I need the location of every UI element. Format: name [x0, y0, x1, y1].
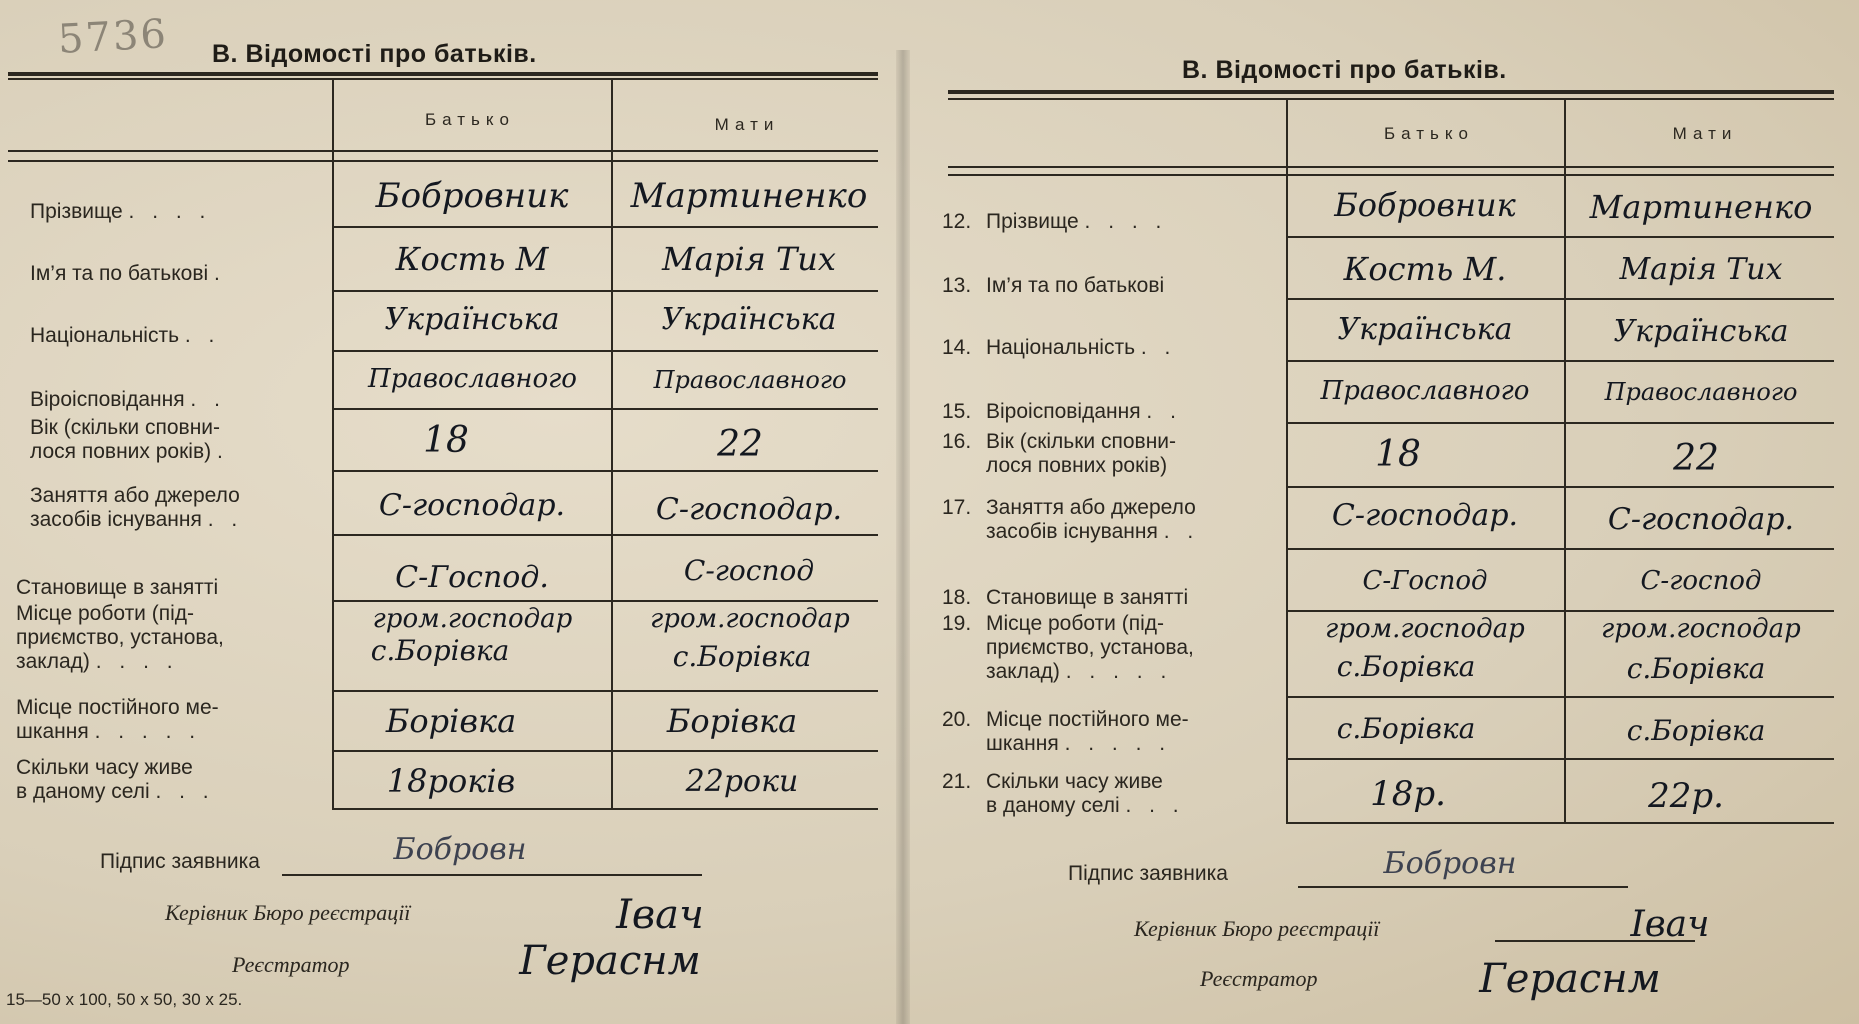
left-row-rule	[332, 690, 878, 692]
left-head-signature: Івач	[616, 892, 704, 938]
left-header-rule	[8, 72, 878, 76]
left-mother-nationality: Українська	[661, 302, 837, 337]
left-father-age: 18	[423, 420, 469, 461]
right-mother-position: С-господ	[1640, 566, 1762, 596]
left-mother-occupation: С-господар.	[655, 492, 843, 527]
right-father-name: Кость М.	[1343, 250, 1507, 288]
left-applicant-signature: Бобровн	[393, 832, 527, 867]
left-colhead-rule	[8, 150, 878, 152]
left-mother-position: С-господ	[683, 554, 815, 587]
left-registrar-label: Реєстратор	[232, 952, 350, 977]
left-colhead-rule-2	[8, 160, 878, 162]
right-father-position: С-Господ	[1362, 566, 1488, 596]
left-label-religion: Віроісповідання . .	[30, 388, 226, 411]
left-father-workplace-1: гром.господар	[372, 604, 573, 634]
right-row-rule	[1286, 696, 1834, 698]
right-label-nationality: 14. Національність . .	[942, 336, 1177, 359]
right-col-mother: Мати	[1672, 124, 1738, 143]
left-father-religion: Православного	[368, 364, 577, 394]
left-father-surname: Бобровник	[375, 176, 569, 216]
right-mother-religion: Православного	[1604, 378, 1798, 406]
left-label-nationality: Національність . .	[30, 324, 221, 347]
left-label-name: Ім’я та по батькові .	[30, 262, 220, 285]
right-mother-workplace-1: гром.господар	[1601, 614, 1801, 644]
right-father-duration: 18р.	[1370, 774, 1446, 814]
right-applicant-label: Підпис заявника	[1068, 862, 1228, 885]
left-father-name: Кость М	[395, 240, 549, 278]
right-label-duration: 21. Скільки часу живе в даному селі . . .	[942, 770, 1185, 817]
left-mother-workplace-1: гром.господар	[650, 604, 850, 634]
left-label-duration: Скільки часу живе в даному селі . . .	[16, 756, 215, 803]
left-applicant-line	[282, 874, 702, 876]
left-col-mother: Мати	[714, 115, 780, 134]
left-applicant-label: Підпис заявника	[100, 850, 260, 873]
left-row-rule	[332, 808, 878, 810]
left-label-occupation: Заняття або джерело засобів існування . .	[30, 484, 244, 531]
right-label-residence: 20. Місце постійного ме- шкання . . . . .	[942, 708, 1189, 755]
left-section-title: В. Відомості про батьків.	[212, 40, 537, 68]
right-father-age: 18	[1375, 434, 1421, 475]
left-mother-duration: 22роки	[685, 764, 799, 799]
left-father-nationality: Українська	[384, 302, 560, 337]
right-row-rule	[1286, 610, 1834, 612]
left-row-rule	[332, 350, 878, 352]
right-label-occupation: 17. Заняття або джерело засобів існування . .	[942, 496, 1200, 543]
left-mother-residence: Борівка	[666, 702, 798, 740]
left-father-workplace-2: с.Борівка	[370, 634, 510, 667]
right-row-rule	[1286, 298, 1834, 300]
right-row-rule	[1286, 360, 1834, 362]
right-row-rule	[1286, 236, 1834, 238]
right-father-workplace-1: гром.господар	[1325, 614, 1525, 644]
left-label-position: Становище в занятті	[16, 576, 219, 599]
right-father-occupation: С-господар.	[1331, 498, 1519, 533]
right-row-rule	[1286, 758, 1834, 760]
right-label-name: 13. Ім’я та по батькові	[942, 274, 1165, 297]
right-row-rule	[1286, 822, 1834, 824]
left-row-rule	[332, 408, 878, 410]
left-label-residence: Місце постійного ме- шкання . . . . .	[16, 696, 219, 743]
left-header-rule-2	[8, 78, 878, 80]
left-registrar-signature: Гераснм	[519, 938, 701, 984]
left-mother-age: 22	[717, 424, 763, 465]
right-header-rule-2	[948, 98, 1834, 100]
right-registrar-label: Реєстратор	[1200, 966, 1318, 991]
left-mother-name: Марія Тих	[662, 240, 836, 278]
left-divider-2	[611, 80, 613, 810]
printer-mark: 15—50 x 100, 50 x 50, 30 x 25.	[6, 990, 243, 1009]
right-label-workplace: 19. Місце роботи (під- приємство, установа, заклад) . . . . .	[942, 612, 1194, 683]
archive-number: 5736	[56, 11, 169, 63]
right-colhead-rule	[948, 166, 1834, 168]
left-row-rule	[332, 290, 878, 292]
left-row-rule	[332, 600, 878, 602]
right-mother-age: 22	[1673, 438, 1719, 479]
right-registrar-signature: Гераснм	[1479, 956, 1661, 1002]
right-head-signature: Івач	[1630, 904, 1710, 945]
right-father-religion: Православного	[1320, 376, 1530, 406]
right-label-religion: 15. Віроісповідання . .	[942, 400, 1182, 423]
left-mother-religion: Православного	[653, 366, 847, 394]
right-mother-nationality: Українська	[1613, 314, 1789, 349]
right-section-title: В. Відомості про батьків.	[1182, 56, 1507, 84]
right-row-rule	[1286, 548, 1834, 550]
left-row-rule	[332, 226, 878, 228]
left-label-surname: Прізвище . . . .	[30, 200, 212, 223]
right-mother-occupation: С-господар.	[1607, 502, 1795, 537]
right-applicant-line	[1298, 886, 1628, 888]
right-row-rule	[1286, 486, 1834, 488]
right-mother-workplace-2: с.Борівка	[1626, 652, 1766, 685]
right-label-position: 18. Становище в занятті	[942, 586, 1189, 609]
left-row-rule	[332, 750, 878, 752]
right-mother-duration: 22р.	[1648, 776, 1724, 816]
right-row-rule	[1286, 422, 1834, 424]
right-father-residence: с.Борівка	[1336, 712, 1476, 745]
left-father-occupation: С-господар.	[378, 488, 566, 523]
left-mother-workplace-2: с.Борівка	[672, 640, 812, 673]
left-father-residence: Борівка	[385, 702, 517, 740]
left-father-duration: 18років	[386, 762, 516, 800]
right-mother-residence: с.Борівка	[1626, 714, 1766, 747]
left-label-age: Вік (скільки сповни- лося повних років) .	[30, 416, 223, 463]
right-form	[930, 0, 1859, 1024]
right-header-rule	[948, 90, 1834, 94]
right-applicant-signature: Бобровн	[1383, 846, 1517, 881]
right-father-nationality: Українська	[1337, 312, 1513, 347]
right-label-age: 16. Вік (скільки сповни- лося повних років)	[942, 430, 1177, 477]
left-row-rule	[332, 470, 878, 472]
left-row-rule	[332, 534, 878, 536]
right-father-workplace-2: с.Борівка	[1336, 650, 1476, 683]
left-father-position: С-Господ.	[395, 560, 549, 595]
left-mother-surname: Мартиненко	[630, 176, 868, 216]
left-col-father: Батько	[425, 110, 515, 129]
left-head-label: Керівник Бюро реєстрації	[165, 900, 411, 925]
right-mother-surname: Мартиненко	[1589, 188, 1813, 226]
right-father-surname: Бобровник	[1334, 186, 1516, 224]
right-head-label: Керівник Бюро реєстрації	[1134, 916, 1380, 941]
left-label-workplace: Місце роботи (під- приємство, установа, заклад) . . . .	[16, 602, 224, 673]
right-colhead-rule-2	[948, 174, 1834, 176]
left-form	[0, 0, 900, 1024]
right-label-surname: 12. Прізвище . . . .	[942, 210, 1168, 233]
right-col-father: Батько	[1384, 124, 1474, 143]
right-mother-name: Марія Тих	[1619, 252, 1783, 287]
left-divider-1	[332, 80, 334, 810]
